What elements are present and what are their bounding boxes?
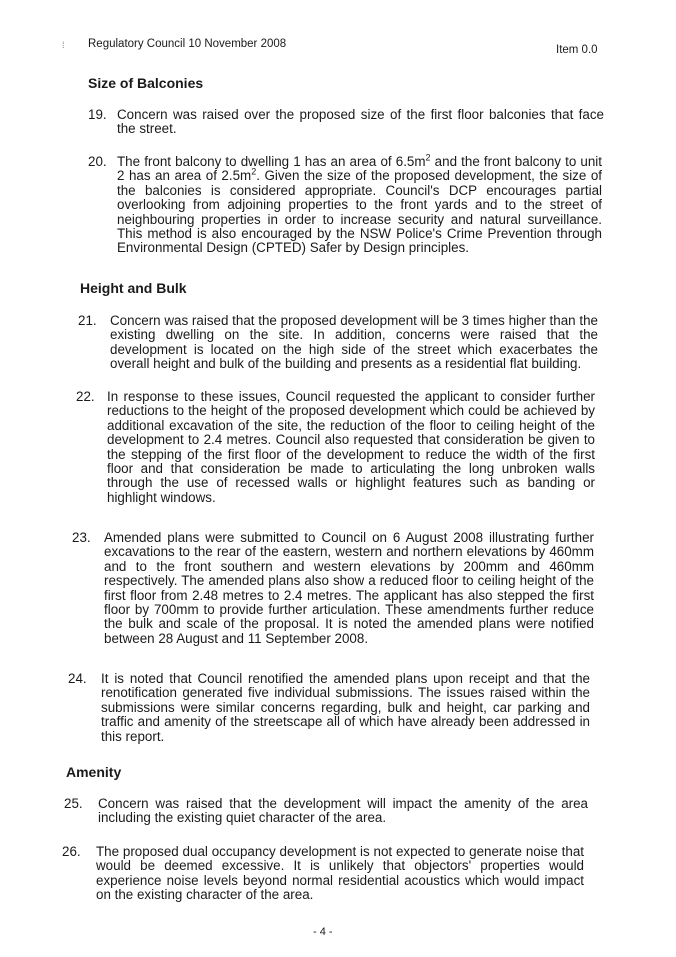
paragraph-number: 20. xyxy=(88,154,107,169)
header-item-number: Item 0.0 xyxy=(556,44,598,56)
paragraph-text xyxy=(117,152,602,256)
margin-mark: ⁞ xyxy=(62,40,65,50)
paragraph-number: 23. xyxy=(72,530,91,545)
paragraph-text: Concern was raised over the proposed size of the first floor balconies that face the street. xyxy=(117,107,604,137)
paragraph-text: Concern was raised that the proposed development will be 3 times higher than the existing dwelling on the site. In addition, concerns were raised that the development is located on the high side of the street which exacerbates the overall height and bulk of the building and presents as a residential flat building. xyxy=(110,313,598,372)
paragraph-text: Concern was raised that the development will impact the amenity of the area including the existing quiet character of the area. xyxy=(98,796,588,826)
paragraph-number: 21. xyxy=(78,313,97,328)
paragraph-number: 22. xyxy=(76,389,95,404)
paragraph-text: It is noted that Council renotified the amended plans upon receipt and that the renotification generated five individual submissions. The issues raised within the submissions were similar concerns regarding, bulk and height, car parking and traffic and amenity of the streetscape all of which have already been addressed in this report. xyxy=(101,671,590,744)
section-heading-balconies: Size of Balconies xyxy=(88,75,204,91)
header-meeting-title: Regulatory Council 10 November 2008 xyxy=(88,38,287,50)
page-number: - 4 - xyxy=(313,926,333,938)
paragraph-number: 24. xyxy=(68,671,87,686)
section-heading-amenity: Amenity xyxy=(66,764,122,780)
paragraph-number: 25. xyxy=(64,796,83,811)
paragraph-number: 19. xyxy=(88,107,107,122)
superscript: 2 xyxy=(425,152,431,163)
superscript: 2 xyxy=(251,166,257,177)
section-heading-height-bulk: Height and Bulk xyxy=(80,280,187,296)
paragraph-number: 26. xyxy=(62,844,81,859)
paragraph-text-part: The front balcony to dwelling 1 has an area of 6.5m xyxy=(117,154,426,169)
paragraph-text: Amended plans were submitted to Council on 6 August 2008 illustrating further excavations to the rear of the eastern, western and northern elevations by 460mm and to the front southern and western elevations by 200mm and 460mm respectively. The amended plans also show a reduced floor to ceiling height of the first floor from 2.48 metres to 2.4 metres. The applicant has also stepped the first floor by 700mm to provide further articulation. These amendments further reduce the bulk and scale of the proposal. It is noted the amended plans were notified between 28 August and 11 September 2008. xyxy=(104,530,594,646)
paragraph-text-part: . Given the size of the proposed development, the size of the balconies is considered appropriate. Council's DCP encourages partial overlooking from adjoining properties to the front yards and to the street of neighbouring properties in order to increase security and natural surveillance. This method is also encouraged by the NSW Police's Crime Prevention through Environmental Design (CPTED) Safer by Design principles. xyxy=(117,168,602,256)
paragraph-text-part: and the front balcony to unit 2 has an area of 2.5m xyxy=(117,154,602,184)
paragraph-text: The proposed dual occupancy development is not expected to generate noise that would be deemed excessive. It is unlikely that objectors' properties would experience noise levels beyond normal residential acoustics which would impact on the existing character of the area. xyxy=(96,844,584,903)
paragraph-text: In response to these issues, Council requested the applicant to consider further reductions to the height of the proposed development which could be achieved by additional excavation of the site, the reduction of the floor to ceiling height of the development to 2.4 metres. Council also requested that consideration be given to the stepping of the first floor of the development to reduce the width of the first floor and that consideration be made to articulating the long unbroken walls through the use of recessed walls or highlight features such as banding or highlight windows. xyxy=(107,389,595,505)
